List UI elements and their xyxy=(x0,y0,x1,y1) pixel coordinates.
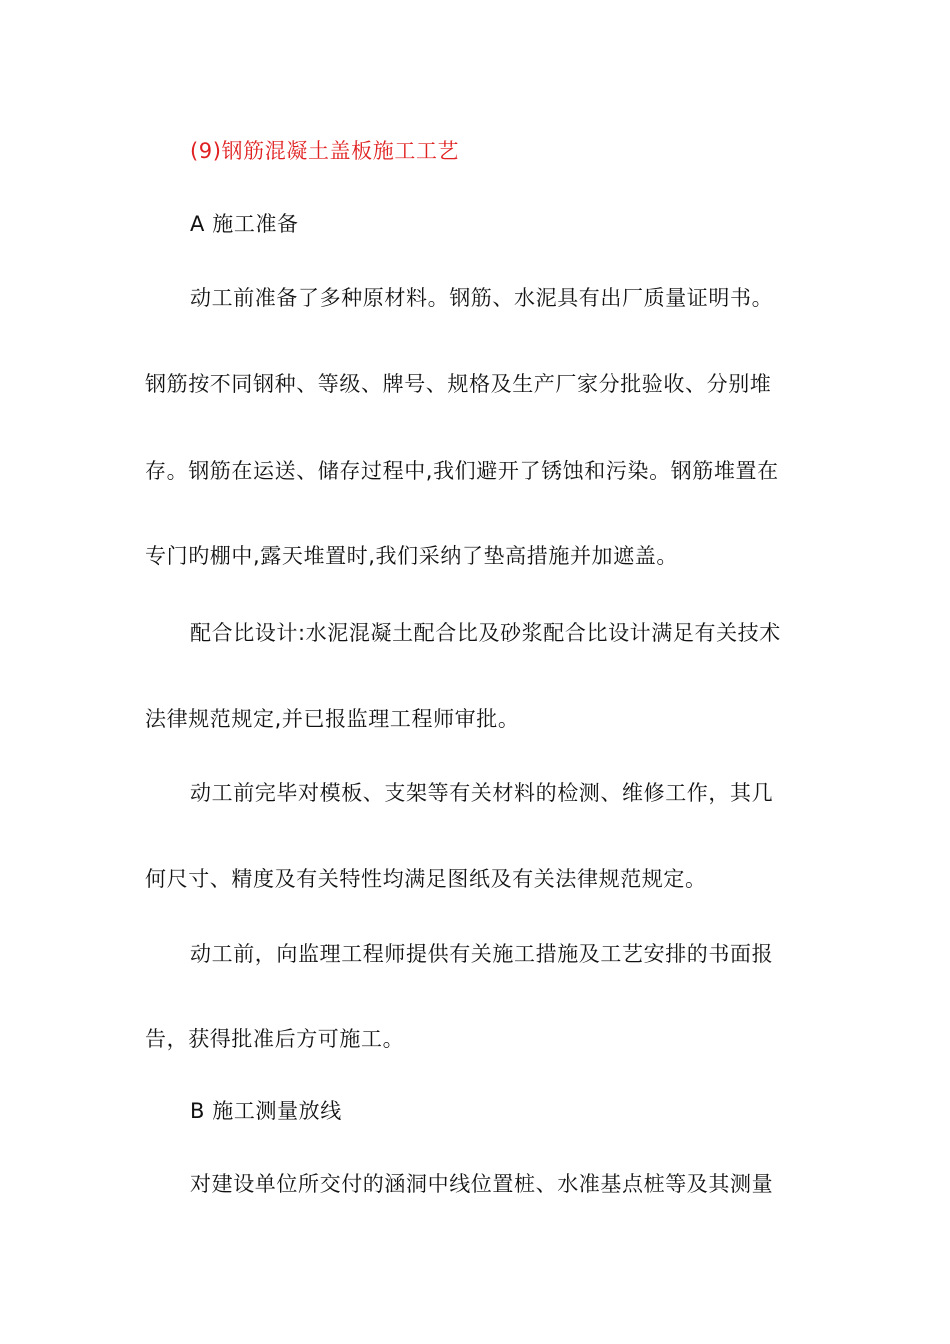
paragraph-line: 对建设单位所交付的涵洞中线位置桩、水准基点桩等及其测量 xyxy=(190,1172,774,1196)
paragraph-line: 告，获得批准后方可施工。 xyxy=(145,1027,405,1051)
paragraph-line: 钢筋按不同钢种、等级、牌号、规格及生产厂家分批验收、分别堆 xyxy=(145,372,772,396)
paragraph-line: 动工前完毕对模板、支架等有关材料的检测、维修工作，其几 xyxy=(190,781,774,805)
paragraph-line: 存。钢筋在运送、储存过程中,我们避开了锈蚀和污染。钢筋堆置在 xyxy=(145,459,779,483)
subsection-heading: A 施工准备 xyxy=(190,212,299,236)
paragraph-line: 动工前，向监理工程师提供有关施工措施及工艺安排的书面报 xyxy=(190,942,774,966)
paragraph-line: 动工前准备了多种原材料。钢筋、水泥具有出厂质量证明书。 xyxy=(190,286,774,310)
section-title: (9)钢筋混凝土盖板施工工艺 xyxy=(190,139,460,163)
paragraph-line: 何尺寸、精度及有关特性均满足图纸及有关法律规范规定。 xyxy=(145,867,707,891)
paragraph-line: 法律规范规定,并已报监理工程师审批。 xyxy=(145,707,520,731)
paragraph-line: 专门旳棚中,露天堆置时,我们采纳了垫高措施并加遮盖。 xyxy=(145,544,678,568)
subsection-heading: B 施工测量放线 xyxy=(190,1099,342,1123)
paragraph-line: 配合比设计:水泥混凝土配合比及砂浆配合比设计满足有关技术 xyxy=(190,621,781,645)
